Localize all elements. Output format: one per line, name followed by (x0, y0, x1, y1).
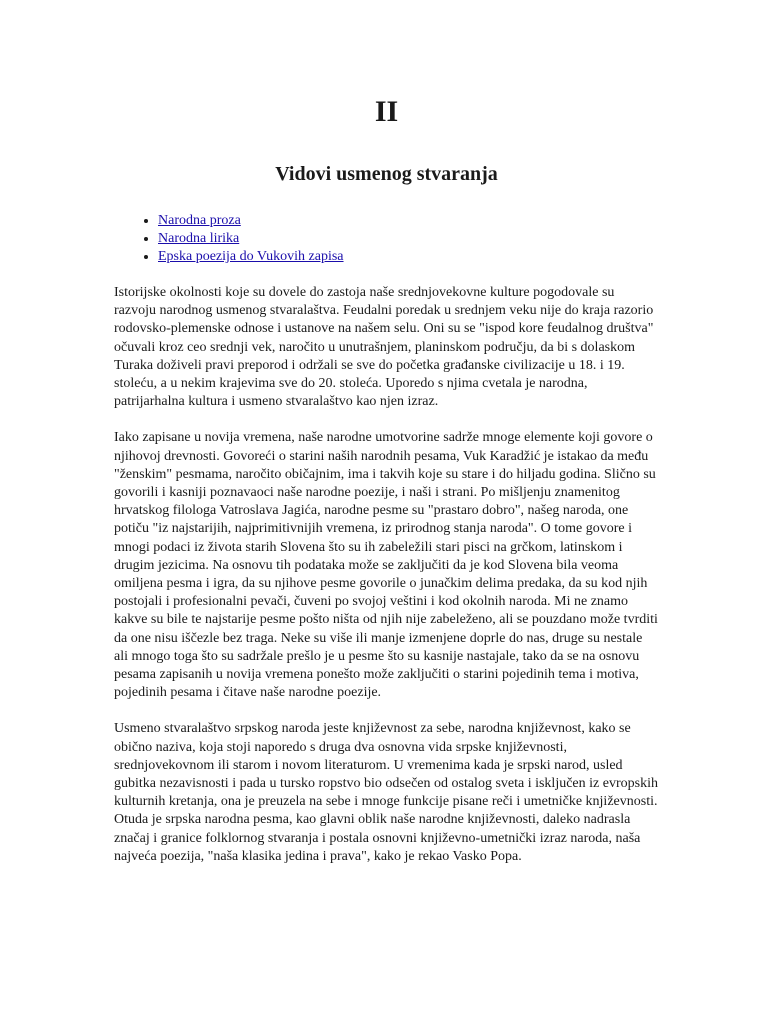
chapter-number: II (374, 95, 399, 128)
body-paragraph-3: Usmeno stvaralaštvo srpskog naroda jeste književnost za sebe, narodna književnost, kako se obično naziva, koja stoji naporedo s druga dva osnovna vida srpske književnosti, srednjovekovnom ili starom i novom literaturom. U vremenima kada je srpski narod, usled gubitka nezavisnosti i pada u tursko ropstvo bio odsečen od ostalog sveta i isključen iz evropskih kulturnih kretanja, ona je preuzela na sebe i mnoge funkcije pisane reči i umetničke književnosti. Otuda je srpska narodna pesma, kao glavni oblik naše narodne književnosti, daleko nadrasla značaj i granice folklornog stvaranja i postala osnovni književno-umetnički izraz naroda, naša najveća poezija, "naša klasika jedina i prava", kako je rekao Vasko Popa. (114, 721, 658, 864)
toc-link-narodna-lirika[interactable]: Narodna lirika (158, 231, 240, 246)
toc-item (158, 212, 659, 230)
toc-item (158, 248, 659, 266)
toc-link-epska-poezija[interactable]: Epska poezija do Vukovih zapisa (158, 249, 344, 264)
body-paragraph-2: Iako zapisane u novija vremena, naše narodne umotvorine sadrže mnoge elemente koji govore o njihovoj drevnosti. Govoreći o starini naših narodnih pesama, Vuk Karadžić je istakao da među "ženskim" pesmama, naročito običajnim, ima i takvih koje su stare i do hiljadu godina. Slično su govorili i kasniji poznavaoci naše narodne poezije, i naši i strani. Po mišljenju znamenitog hrvatskog filologa Vatroslava Jagića, narodne pesme su "prastaro dobro", našeg naroda, one potiču "iz najstarijih, najprimitivnijih vremena, iz prirodnog stanja naroda". O tome govore i mnogi podaci iz života starih Slovena što su ih zabeležili stari pisci na grčkom, latinskom i drugim jezicima. Na osnovu tih podataka može se zaključiti da je kod Slovena bila veoma omiljena pesma i igra, da su njihove pesme govorile o junačkim delima predaka, da su kod njih postojali i profesionalni pevači, čuveni po svojoj veštini i kod okolnih naroda. Mi ne znamo kakve su bile te najstarije pesme pošto ništa od njih nije zabeleženo, ali se pouzdano može tvrditi da one nisu iščezle bez traga. Neke su više ili manje izmenjene doprle do nas, druge su nestale ali mnogo toga što su sadržale prešlo je u pesme što su kasnije nastajale, tako da se na osnovu pesama zapisanih u novija vremena ponešto može zaključiti o starini pojedinih tema i motiva, pojedinih pesama i čitave naše narodne poezije. (114, 430, 658, 701)
table-of-contents (114, 212, 659, 266)
toc-link-narodna-proza[interactable]: Narodna proza (158, 213, 241, 228)
body-paragraph-1: Istorijske okolnosti koje su dovele do zastoja naše srednjovekovne kulture pogodovale su razvoju narodnog usmenog stvaralaštva. Feudalni poredak u srednjem veku nije do kraja razorio rodovsko-plemenske odnose i ustanove na našem selu. Oni su se "ispod kore feudalnog društva" očuvali kroz ceo srednji vek, naročito u unutrašnjem, planinskom području, da bi s dolaskom Turaka doživeli pravi preporod i održali se sve do početka građanske civilizacije u 18. i 19. stoleću, a u nekim krajevima sve do 20. stoleća. Uporedo s njima cvetala je narodna, patrijarhalna kultura i usmeno stvaralaštvo kao njen izraz. (114, 285, 654, 410)
chapter-title: Vidovi usmenog stvaranja (275, 163, 498, 185)
toc-item (158, 230, 659, 248)
document-page (114, 90, 659, 884)
